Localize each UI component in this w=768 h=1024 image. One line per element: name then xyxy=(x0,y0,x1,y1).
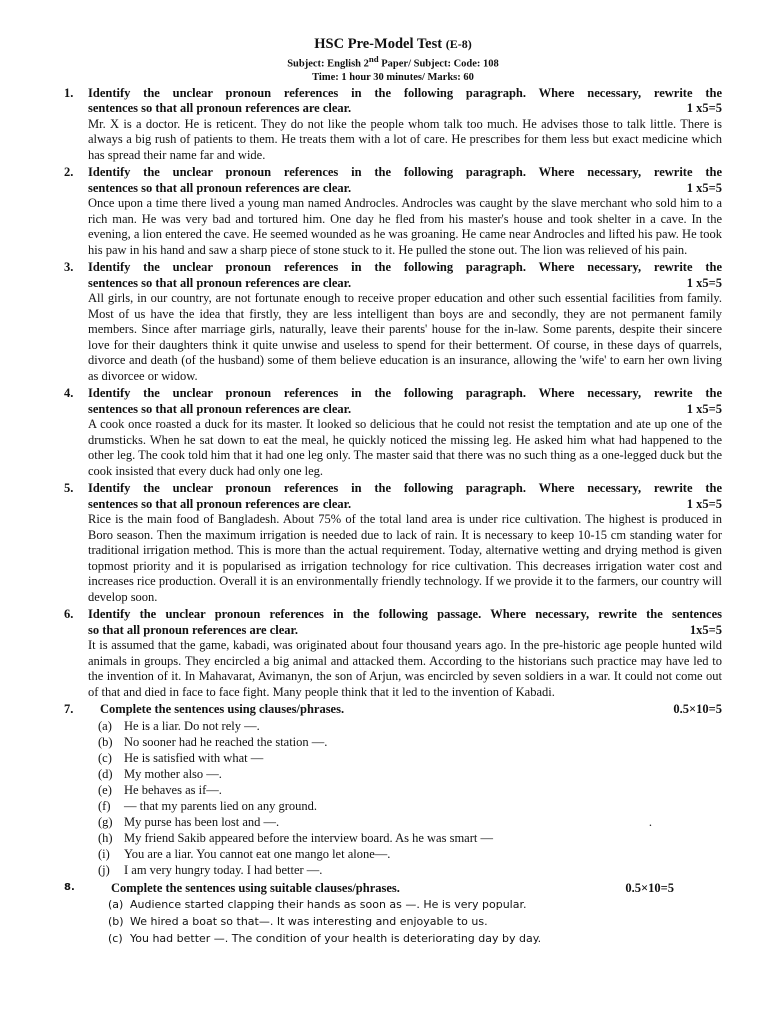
question-instruction-cont: so that all pronoun references are clear. xyxy=(88,622,299,637)
item-text: I am very hungry today. I had better —. xyxy=(124,862,323,877)
question-instruction: Identify the unclear pronoun references in the following paragraph. Where necessary, rewrite the xyxy=(88,165,722,179)
item-label: (e) xyxy=(98,782,112,797)
question-instruction: Identify the unclear pronoun references in the following paragraph. Where necessary, rewrite the xyxy=(88,260,722,274)
stray-dot: . xyxy=(648,814,652,829)
question-number: 6. xyxy=(64,607,74,621)
question-number: 3. xyxy=(64,260,74,274)
subject-line xyxy=(64,53,722,71)
list-item xyxy=(98,734,722,750)
title-text: HSC Pre-Model Test xyxy=(314,36,443,52)
question-paragraph: A cook once roasted a duck for its master. It looked so delicious that he could not resist the temptation and ate up one of the drumsticks. When he sat down to eat the meal, he quickly noticed the missing leg. He asked him what had happened to the other leg. The cook told him that it had one leg only. The master said that there was no such thing as a one-legged duck but the cook insisted that every duck had only one leg. xyxy=(88,417,722,478)
question-heading xyxy=(64,86,722,117)
question-marks: 1x5=5 xyxy=(689,622,722,637)
question-6 xyxy=(64,607,722,700)
list-item xyxy=(98,862,722,878)
list-item xyxy=(108,930,722,947)
question-paragraph: All girls, in our country, are not fortunate enough to receive proper education and other such essential facilities from family. Most of us have the idea that firstly, they are less intelligent than boys are and secondly, they are not permanent family members. Since after marriage girls, naturally, leave their parents' house for the in-law. Some parents, despite their sincere love for their daughters think it quite unwise and useless to spend for their betterment. Of course, in these days of quarrels, divorce and death (of the husband) some of them believe education is an insurance, allowing the 'wife' to earn her own living as divorcee or widow. xyxy=(88,291,722,383)
question-marks: 0.5×10=5 xyxy=(625,880,674,895)
question-instruction: Identify the unclear pronoun references in the following paragraph. Where necessary, rewrite the xyxy=(88,386,722,400)
item-text: My mother also —. xyxy=(124,766,222,781)
list-item xyxy=(98,814,722,830)
question-instruction: Complete the sentences using clauses/phrases. xyxy=(100,702,345,716)
item-label: (a) xyxy=(108,897,124,911)
question-1 xyxy=(64,86,722,164)
item-label: (g) xyxy=(98,814,113,829)
question-instruction-cont: sentences so that all pronoun references are clear. xyxy=(88,275,352,290)
list-item xyxy=(98,766,722,782)
item-label: (h) xyxy=(98,830,113,845)
question-instruction: Complete the sentences using suitable clauses/phrases. xyxy=(111,880,400,895)
list-item xyxy=(98,718,722,734)
item-text: — that my parents lied on any ground. xyxy=(124,798,318,813)
item-label: (c) xyxy=(108,931,123,945)
item-text: My purse has been lost and —. xyxy=(124,814,280,829)
item-text: You had better —. The condition of your health is deteriorating day by day. xyxy=(130,931,542,945)
question-paragraph: It is assumed that the game, kabadi, was originated about four thousand years ago. In the pre-historic age people hunted wild animals in groups. They encircled a big animal and attacked them. According to the historians such practice may have led to the invention of it. In Mahavarat, Avimanyn, the son of Arjun, was encircled by seven soldiers in a war. It could not come out of that and died in face to face fight. Many people think that it led to the invention of Kabadi. xyxy=(88,638,722,699)
list-item xyxy=(98,830,722,846)
question-marks: 1 x5=5 xyxy=(686,101,722,115)
question-number: 7. xyxy=(64,702,74,716)
question-heading xyxy=(64,165,722,196)
list-item xyxy=(98,798,722,814)
question-2 xyxy=(64,165,722,258)
item-text: We hired a boat so that—. It was interesting and enjoyable to us. xyxy=(130,914,488,928)
item-text: He is a liar. Do not rely —. xyxy=(124,718,260,733)
question-heading xyxy=(64,607,722,638)
question-instruction-cont: sentences so that all pronoun references are clear. xyxy=(88,101,352,115)
question-7-items xyxy=(64,718,722,878)
question-instruction: Identify the unclear pronoun references in the following paragraph. Where necessary, rewrite the xyxy=(88,481,722,495)
item-text: He is satisfied with what — xyxy=(124,750,264,765)
question-4 xyxy=(64,386,722,479)
item-label: (d) xyxy=(98,766,113,781)
question-number: 4. xyxy=(64,386,74,400)
time-line: Time: 1 hour 30 minutes/ Marks: 60 xyxy=(312,71,474,83)
question-5 xyxy=(64,481,722,605)
item-text: Audience started clapping their hands as soon as —. He is very popular. xyxy=(130,897,527,911)
question-3 xyxy=(64,260,722,384)
list-item xyxy=(98,750,722,766)
item-text: My friend Sakib appeared before the interview board. As he was smart — xyxy=(124,830,493,845)
question-marks: 1 x5=5 xyxy=(686,275,722,290)
question-instruction-cont: sentences so that all pronoun references are clear. xyxy=(88,180,352,195)
title-code: (E-8) xyxy=(445,37,472,51)
subject-sup: nd xyxy=(368,54,379,64)
item-label: (b) xyxy=(108,914,124,928)
question-marks: 1 x5=5 xyxy=(686,180,722,195)
question-instruction: Identify the unclear pronoun references in the following paragraph. Where necessary, rewrite the xyxy=(88,85,722,100)
question-marks: 1 x5=5 xyxy=(686,401,722,416)
question-8-heading xyxy=(64,880,722,896)
item-label: (b) xyxy=(98,734,113,749)
subject-prefix: Subject: English 2 xyxy=(287,58,369,70)
question-paragraph: Rice is the main food of Bangladesh. About 75% of the total land area is under rice cultivation. The highest is produced in Boro season. Then the maximum irrigation is needed due to lack of rain. It is necessary to keep 10-15 cm standing water for traditional irrigation method. This is more than the actual requirement. Today, alternative wetting and drying method is given topmost priority and it is popularised as irrigation technology for rice cultivation. This decreases irrigation water cost and increases rice production. Overall it is an environmentally friendly technology. If we provide it to the farmers, our country will develop soon. xyxy=(88,512,722,604)
list-item xyxy=(108,896,722,913)
question-heading xyxy=(64,386,722,417)
question-instruction-cont: sentences so that all pronoun references are clear. xyxy=(88,401,352,416)
question-7-heading xyxy=(64,702,722,718)
question-number: 5. xyxy=(64,481,74,495)
question-instruction-cont: sentences so that all pronoun references are clear. xyxy=(88,496,352,511)
question-instruction: Identify the unclear pronoun references in the following passage. Where necessary, rewrite the sentences xyxy=(88,607,722,621)
item-text: No sooner had he reached the station —. xyxy=(124,734,328,749)
page-title xyxy=(64,36,722,53)
item-label: (j) xyxy=(98,862,110,877)
question-number: 2. xyxy=(64,165,74,179)
question-heading xyxy=(64,481,722,512)
question-8-items xyxy=(64,896,722,947)
question-marks: 1 x5=5 xyxy=(686,496,722,511)
item-text: You are a liar. You cannot eat one mango let alone—. xyxy=(124,846,391,861)
question-marks: 0.5×10=5 xyxy=(673,702,722,716)
item-label: (a) xyxy=(98,718,112,733)
item-label: (f) xyxy=(98,798,111,813)
item-label: (i) xyxy=(98,846,110,861)
question-paragraph: Mr. X is a doctor. He is reticent. They do not like the people whom talk too much. He advises those to talk little. There is always a big rush of patients to them. He treats them with a lot of care. He prescribes for them less but exact medicine which has spread their name far and wide. xyxy=(88,116,722,162)
list-item xyxy=(108,913,722,930)
question-number: 1. xyxy=(64,85,74,100)
question-number: 8. xyxy=(64,881,75,893)
question-heading xyxy=(64,260,722,291)
item-text: He behaves as if—. xyxy=(124,782,222,797)
subject-suffix: Paper/ Subject: Code: 108 xyxy=(378,58,499,70)
item-label: (c) xyxy=(98,750,112,765)
question-paragraph: Once upon a time there lived a young man named Androcles. Androcles was caught by the slave merchant who sold him to a rich man. He was very bad and tortured him. One day he fled from his master's house and took shelter in a cave. In the evening, a lion entered the cave. He seemed wounded as he was groaning. He came near Androcles and lifted his paw. He took his paw in his hand and saw a sharp piece of stone stuck to it. He pulled the stone out. The lion was relieved of his pain. xyxy=(88,196,722,257)
list-item xyxy=(98,782,722,798)
list-item xyxy=(98,846,722,862)
